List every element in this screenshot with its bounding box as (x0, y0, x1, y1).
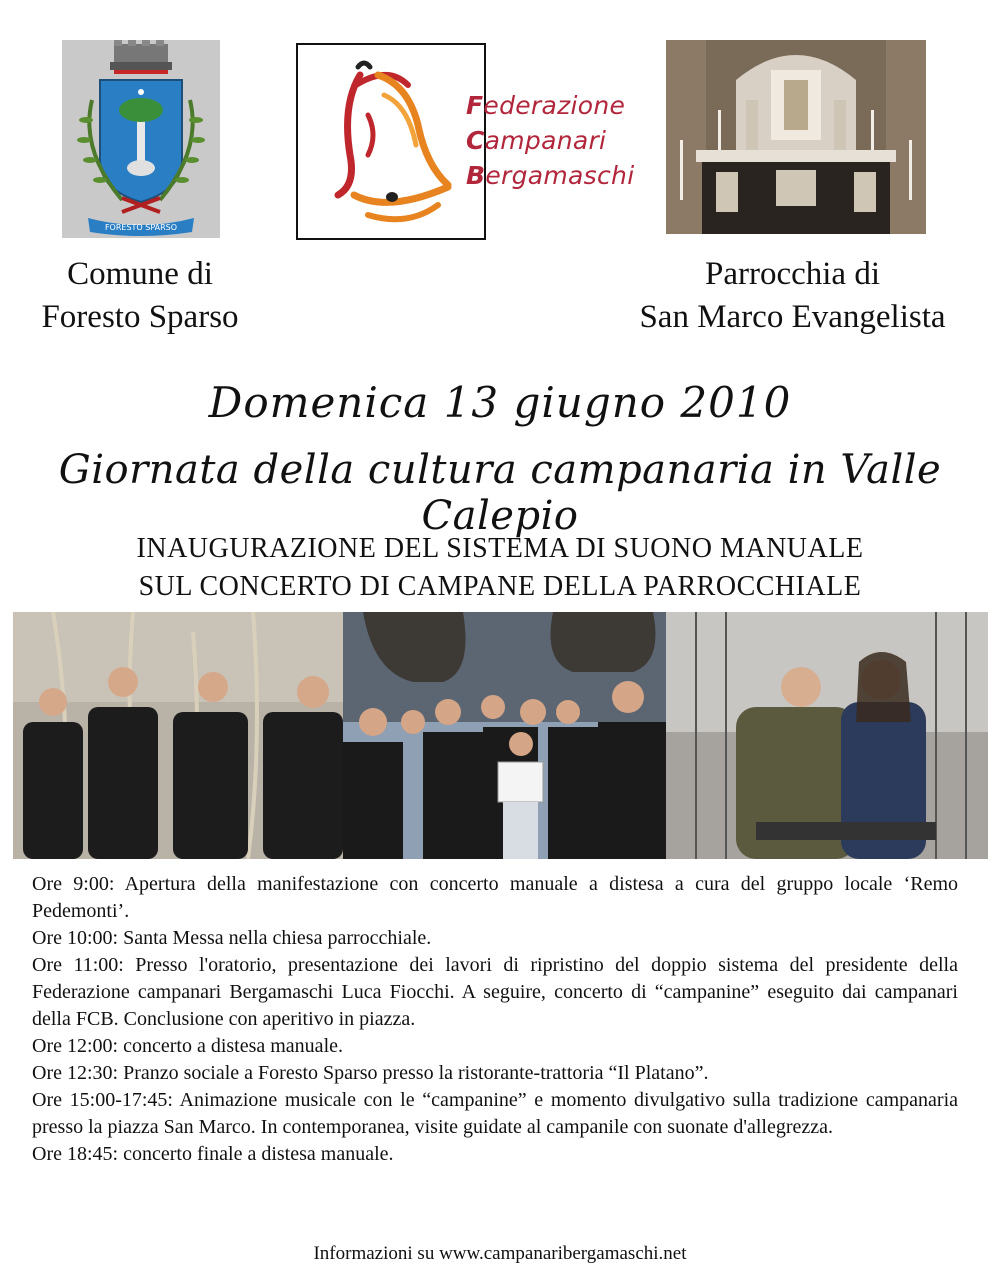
program-item: Ore 18:45: concerto finale a distesa manuale. (32, 1143, 394, 1165)
comune-caption: Comune di Foresto Sparso (41, 256, 239, 335)
bell-keyboard-photo (666, 612, 988, 859)
headline-line-2: SUL CONCERTO DI CAMPANE DELLA PARROCCHIALE (138, 571, 862, 602)
fcb-line-3: Bergamaschi (466, 161, 635, 190)
event-date: Domenica 13 giugno 2010 (208, 378, 792, 427)
fcb-logo (296, 43, 486, 240)
fcb-line-1: Federazione (466, 91, 626, 120)
comune-crest-image (62, 40, 220, 238)
program-item: Ore 12:00: concerto a distesa manuale. (32, 1035, 343, 1057)
program-item: Ore 12:30: Pranzo sociale a Foresto Sparso presso la ristorante-trattoria “Il Platano”. (32, 1062, 709, 1084)
fcb-line-2: Campanari (466, 126, 607, 155)
event-title: Giornata della cultura campanaria in Valle Calepio (58, 447, 942, 539)
program-item: Ore 15:00-17:45: Animazione musicale con le “campanine” e momento divulgativo sulla tradizione campanaria presso la piazza San Marco. In contemporanea, visite guidate al campanile con suonate d'allegrezza. (32, 1089, 958, 1138)
fcb-logo-text (466, 88, 634, 193)
crest-banner-text: FORESTO SPARSO (104, 223, 178, 232)
headline-line-1: INAUGURAZIONE DEL SISTEMA DI SUONO MANUALE (136, 533, 864, 564)
program-item: Ore 10:00: Santa Messa nella chiesa parrocchiale. (32, 927, 432, 949)
bell-ringers-group-photo (343, 612, 666, 859)
footer-info-link[interactable]: Informazioni su www.campanaribergamaschi.net (313, 1243, 687, 1264)
program-item: Ore 11:00: Presso l'oratorio, presentazione dei lavori di ripristino del doppio sistema del presidente della Federazione campanari Bergamaschi Luca Fiocchi. A seguire, concerto di “campanine” eseguito dai campanari della FCB. Conclusione con aperitivo in piazza. (32, 954, 958, 1030)
bell-ringers-photo-1 (13, 612, 343, 859)
program-item: Ore 9:00: Apertura della manifestazione con concerto manuale a distesa a cura del gruppo locale ‘Remo Pedemonti’. (32, 873, 958, 922)
event-program (32, 871, 958, 1168)
parrocchia-caption: Parrocchia di San Marco Evangelista (639, 256, 946, 335)
altar-photo (666, 40, 926, 234)
